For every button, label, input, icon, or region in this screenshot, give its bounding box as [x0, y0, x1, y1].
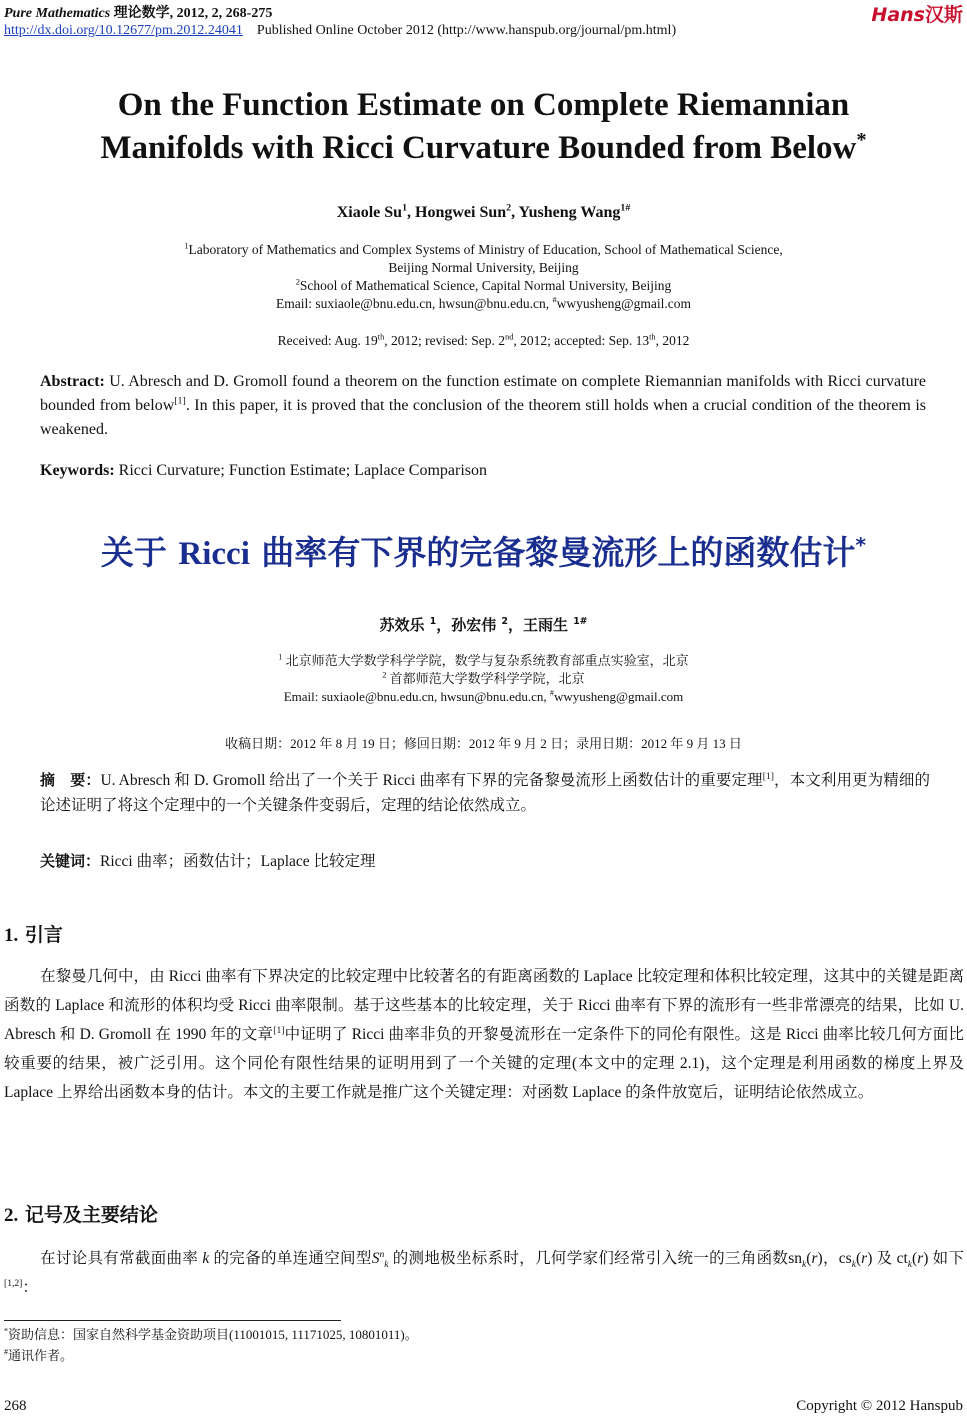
- paper-title: [0, 84, 967, 170]
- received-dates: Received: Aug. 19th, 2012; revised: Sep. 2nd, 2012; accepted: Sep. 13th, 2012: [277, 332, 690, 348]
- cn-author-2: ，孙宏伟: [436, 616, 502, 634]
- footnote-corresponding: #通讯作者。: [4, 1347, 74, 1363]
- author-1: Xiaole Su: [336, 204, 403, 221]
- author-list: Xiaole Su$^1$, Hongwei Sun$^2$, Yusheng Wang$^{1\#}$: [336, 202, 631, 221]
- cn-author-3: ，王雨生: [507, 616, 574, 634]
- cn-affiliation-2: $^2$ 首都师范大学数学科学学院，北京: [382, 670, 585, 686]
- section-1-paragraph: 在黎曼几何中，由 Ricci 曲率有下界决定的比较定理中比较著名的有距离函数的 Laplace 比较定理和体积比较定理，这其中的关键是距离函数的 Laplace 和流形的体积均受 Ricci 曲率限制。基于这些基本的比较定理，关于 Ricci 曲率有下界的流形有一些非常漂亮的结果，比如 U. Abresch 和 D. Gromoll 在 1990 年的文章[1]中证明了 Ricci 曲率非负的开黎曼流形在一定条件下的同伦有限性。这是 Ricci 曲率比较几何方面比较重要的结果，被广泛引用。这个同伦有限性结果的证明用到了一个关键的定理(本文中的定理 2.1)，这个定理是利用函数的梯度上界及 Laplace 上界给出函数本身的估计。本文的主要工作就是推广这个关键定理：对函数 Laplace 的条件放宽后，证明结论依然成立。: [4, 968, 964, 1101]
- section-2-paragraph: 在讨论具有常截面曲率 k 的完备的单连通空间型$S^n_k$ 的测地极坐标系时，几何学家们经常引入统一的三角函数$sn_k(r)$，$cs_k(r)$ 及 $ct_k(r)$ 如下[1,2]：: [4, 1248, 964, 1296]
- author-3: Yusheng Wang: [518, 204, 621, 221]
- cn-author-list: 苏效乐 $^1$，孙宏伟 $^2$，王雨生 $^{1\#}$: [379, 616, 588, 634]
- cs-function: $cs_k(r)$: [838, 1250, 873, 1271]
- title-line-1: On the Function Estimate on Complete Riemannian: [117, 87, 850, 123]
- section-1-citation: [1]: [273, 1024, 285, 1036]
- cn-citation-ref: [1]: [762, 770, 774, 782]
- cn-abstract-label: 摘 要：: [40, 771, 101, 789]
- doi-line: [4, 23, 676, 39]
- doi-link[interactable]: http://dx.doi.org/10.12677/pm.2012.24041: [4, 23, 243, 38]
- cn-paper-title: 关于 Ricci 曲率有下界的完备黎曼流形上的函数估计*: [100, 533, 867, 572]
- journal-name-cn: 理论数学: [113, 6, 170, 21]
- journal-issue: , 2012, 2, 268-275: [169, 6, 273, 21]
- footnote-funding: *资助信息：国家自然科学基金资助项目(11001015, 11171025, 10801011)。: [4, 1326, 418, 1342]
- affiliations: [0, 241, 967, 313]
- keywords-label: Keywords:: [40, 462, 115, 479]
- author-2: Hongwei Sun: [415, 204, 507, 221]
- journal-header: [4, 2, 272, 22]
- journal-name: Pure Mathematics: [4, 6, 111, 21]
- copyright-notice: Copyright © 2012 Hanspub: [796, 1398, 963, 1414]
- ct-function: $ct_k(r)$: [896, 1250, 929, 1271]
- cn-author-1: 苏效乐: [379, 616, 430, 634]
- cn-affiliations: [0, 652, 967, 706]
- citation-ref: [1]: [174, 395, 186, 407]
- keywords: Keywords: Ricci Curvature; Function Estimate; Laplace Comparison: [40, 462, 488, 479]
- hans-logo: [871, 0, 963, 27]
- affiliation-2: $^2$School of Mathematical Science, Capital Normal University, Beijing: [295, 277, 672, 293]
- cn-email-line: Email: suxiaole@bnu.edu.cn, hwsun@bnu.edu.cn, #wwyusheng@gmail.com: [283, 688, 684, 704]
- cn-keywords: 关键词：Ricci 曲率；函数估计；Laplace 比较定理: [40, 852, 376, 870]
- email-line: Email: suxiaole@bnu.edu.cn, hwsun@bnu.edu.cn, #wwyusheng@gmail.com: [276, 295, 691, 311]
- affiliation-1-cont: Beijing Normal University, Beijing: [388, 260, 579, 275]
- cn-title-footnote-mark: *: [855, 533, 867, 557]
- abstract-label: Abstract:: [40, 373, 105, 390]
- logo-latin: Hans: [871, 4, 925, 26]
- abstract: Abstract: U. Abresch and D. Gromoll found a theorem on the function estimate on complete Riemannian manifolds with Ricci curvature bounded from below[1]. In this paper, it is proved that the conclusion of the theorem still holds when a crucial condition of the theorem is weakened.: [40, 373, 926, 438]
- title-line-2: Manifolds with Ricci Curvature Bounded from Below*: [100, 129, 867, 166]
- space-form-symbol: $S^n_k$: [371, 1248, 389, 1271]
- page-number: 268: [4, 1398, 27, 1414]
- section-2-heading: 2. 记号及主要结论: [4, 1204, 158, 1226]
- cn-keywords-label: 关键词：: [40, 852, 101, 870]
- published-online: Published Online October 2012 (http://www.hanspub.org/journal/pm.html): [256, 23, 677, 38]
- title-footnote-mark: *: [856, 129, 867, 151]
- sn-function: $sn_k(r)$: [788, 1250, 823, 1271]
- affiliation-1: $^1$Laboratory of Mathematics and Complex Systems of Ministry of Education, School of Mathematical Science,: [184, 241, 783, 257]
- cn-affiliation-1: $^1$ 北京师范大学数学科学学院，数学与复杂系统教育部重点实验室，北京: [278, 652, 689, 668]
- section-1-heading: 1. 引言: [4, 924, 63, 946]
- footnote-divider: [4, 1320, 341, 1321]
- cn-received-dates: 收稿日期：2012 年 8 月 19 日；修回日期：2012 年 9 月 2 日；录用日期：2012 年 9 月 13 日: [225, 736, 742, 751]
- cn-abstract: 摘 要：U. Abresch 和 D. Gromoll 给出了一个关于 Ricci 曲率有下界的完备黎曼流形上函数估计的重要定理[1]，本文利用更为精细的论述证明了将这个定理中的一个关键条件变弱后，定理的结论依然成立。: [40, 770, 930, 814]
- section-2-citation: [1,2]: [4, 1277, 23, 1289]
- logo-cn: 汉斯: [924, 4, 963, 26]
